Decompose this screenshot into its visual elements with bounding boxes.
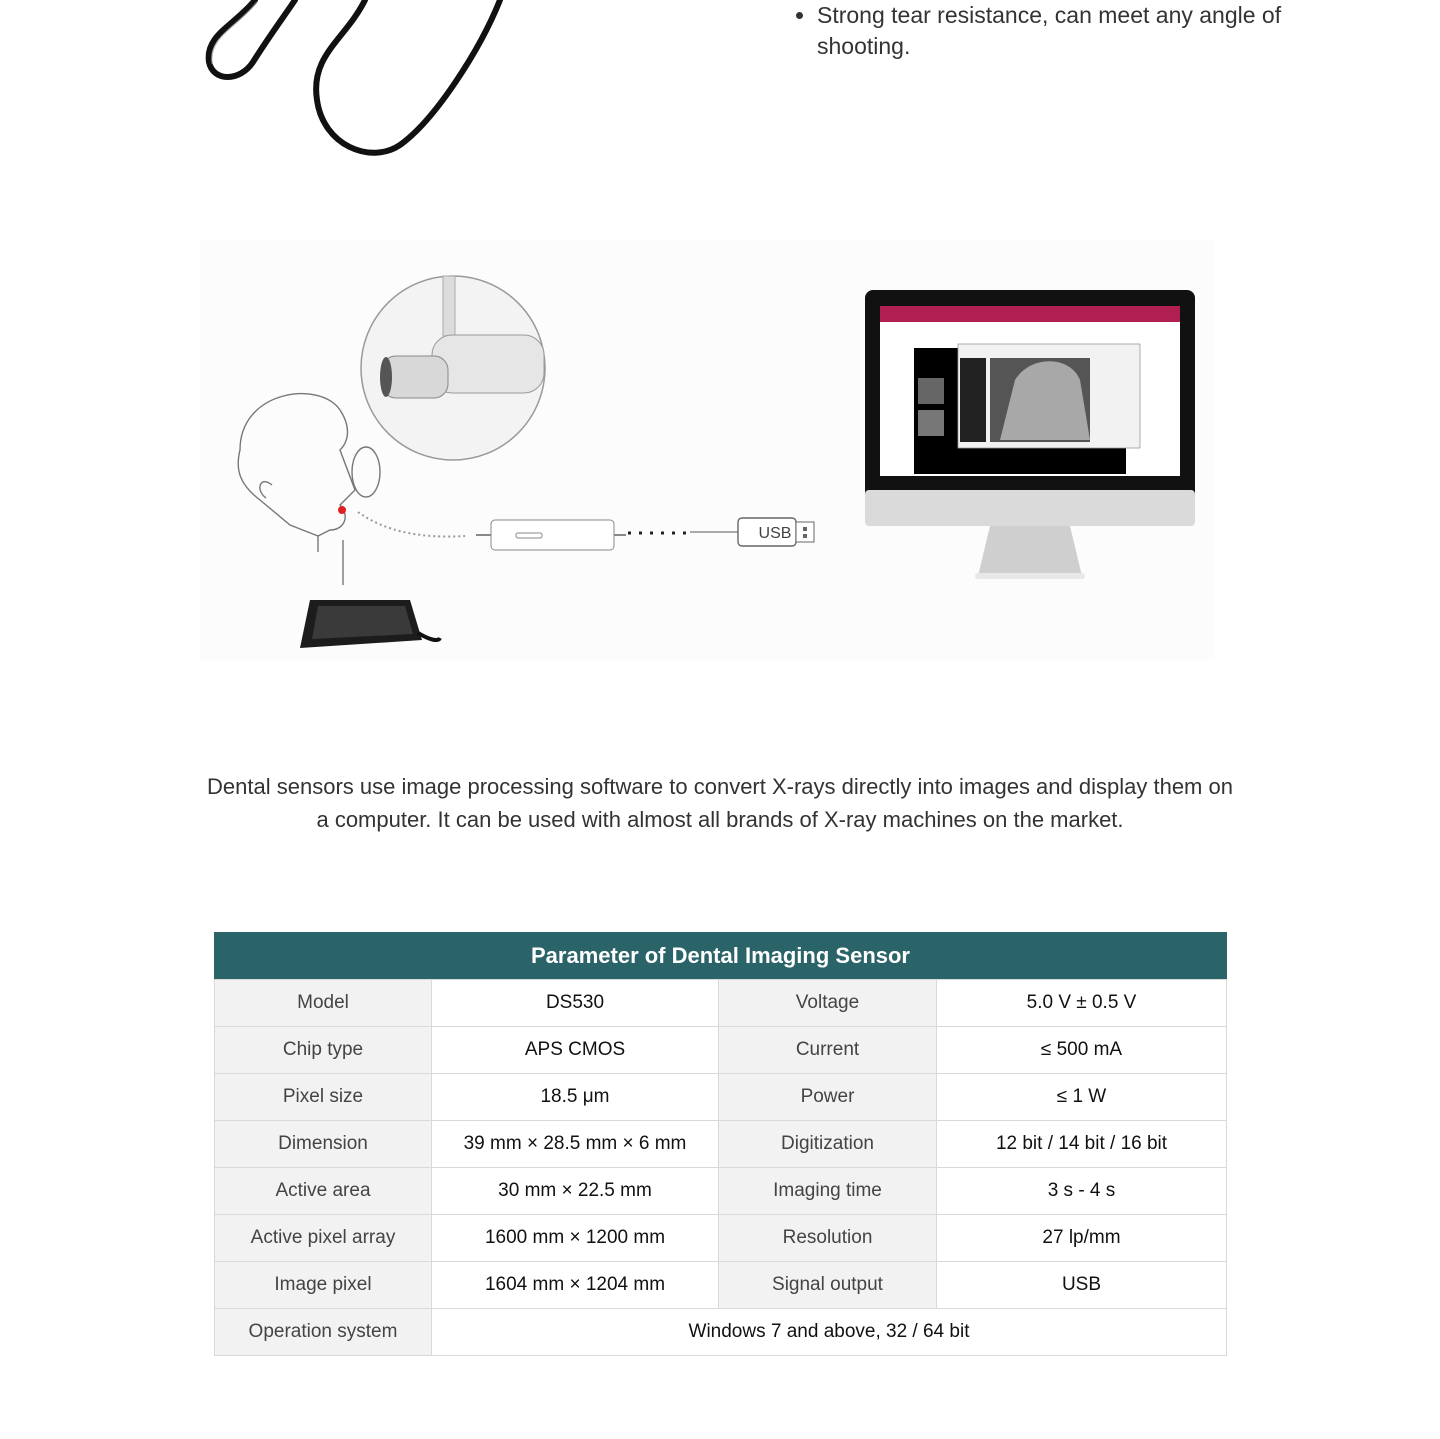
table-row: [215, 1168, 1227, 1215]
param-label: Active area: [215, 1168, 432, 1215]
param-value: 39 mm × 28.5 mm × 6 mm: [432, 1121, 719, 1168]
param-label: Pixel size: [215, 1074, 432, 1121]
table-row: [215, 1121, 1227, 1168]
xray-tube-illustration: [361, 276, 545, 460]
intro-paragraph: Dental sensors use image processing software to convert X-rays directly into images and display them on a computer. It can be used with almost all brands of X-ray machines on the market.: [207, 774, 1233, 832]
param-label: Dimension: [215, 1121, 432, 1168]
param-label: Power: [719, 1074, 937, 1121]
param-label: Current: [719, 1027, 937, 1074]
feature-item: • Strong tear resistance, can meet any angle of shooting.: [817, 0, 1337, 62]
table-row: [215, 1215, 1227, 1262]
param-label: Resolution: [719, 1215, 937, 1262]
connection-diagram: [200, 240, 1215, 660]
patient-head-illustration: [238, 394, 380, 585]
param-label: Voltage: [719, 980, 937, 1027]
feature-list: [790, 0, 1337, 62]
spec-table: [214, 932, 1227, 1356]
table-row: [215, 1027, 1227, 1074]
param-value: 1604 mm × 1204 mm: [432, 1262, 719, 1309]
param-label: Signal output: [719, 1262, 937, 1309]
table-row: [215, 1074, 1227, 1121]
param-label: Imaging time: [719, 1168, 937, 1215]
param-value: ≤ 500 mA: [937, 1027, 1227, 1074]
param-label: Operation system: [215, 1309, 432, 1356]
param-value: 27 lp/mm: [937, 1215, 1227, 1262]
param-label: Chip type: [215, 1027, 432, 1074]
param-value: APS CMOS: [432, 1027, 719, 1074]
monitor-illustration: [865, 290, 1195, 579]
param-label: Digitization: [719, 1121, 937, 1168]
param-value: 30 mm × 22.5 mm: [432, 1168, 719, 1215]
usb-plug-icon: [738, 518, 814, 546]
param-value: 1600 mm × 1200 mm: [432, 1215, 719, 1262]
usb-label: USB: [758, 525, 792, 542]
sensor-cable-image: [195, 0, 525, 165]
param-value: USB: [937, 1262, 1227, 1309]
usb-converter-box: [476, 520, 626, 550]
param-value: Windows 7 and above, 32 / 64 bit: [432, 1309, 1227, 1356]
param-value: 18.5 μm: [432, 1074, 719, 1121]
param-value: 12 bit / 14 bit / 16 bit: [937, 1121, 1227, 1168]
param-label: Active pixel array: [215, 1215, 432, 1262]
param-value: DS530: [432, 980, 719, 1027]
param-label: Model: [215, 980, 432, 1027]
table-row: [215, 980, 1227, 1027]
table-row: [215, 1262, 1227, 1309]
param-value: ≤ 1 W: [937, 1074, 1227, 1121]
param-value: 5.0 V ± 0.5 V: [937, 980, 1227, 1027]
sensor-illustration: [300, 600, 440, 648]
table-row: [215, 1309, 1227, 1356]
spec-table-title: Parameter of Dental Imaging Sensor: [214, 932, 1227, 979]
param-value: 3 s - 4 s: [937, 1168, 1227, 1215]
param-label: Image pixel: [215, 1262, 432, 1309]
